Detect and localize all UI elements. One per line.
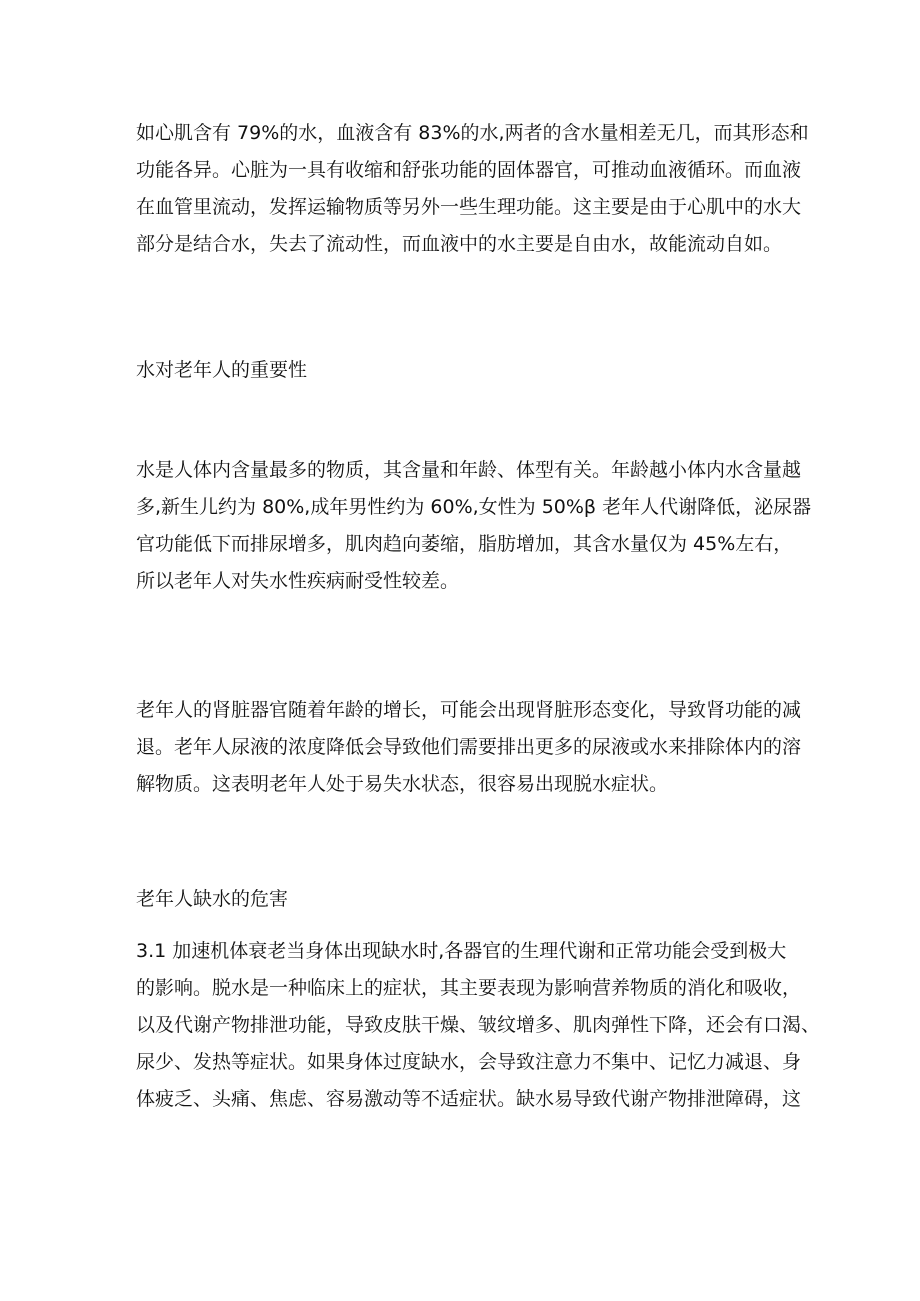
paragraph-line: 部分是结合水，失去了流动性，而血液中的水主要是自由水，故能流动自如。 xyxy=(136,233,783,255)
paragraph-line: 的影响。脱水是一种临床上的症状，其主要表现为影响营养物质的消化和吸收， xyxy=(136,977,802,999)
paragraph-line: 以及代谢产物排泄功能，导致皮肤干燥、皱纹增多、肌肉弹性下降，还会有口渴、 xyxy=(136,1014,821,1036)
paragraph-line: 在血管里流动，发挥运输物质等另外一些生理功能。这主要是由于心肌中的水大 xyxy=(136,196,802,218)
paragraph-line: 3.1 加速机体衰老当身体出现缺水时,各器官的生理代谢和正常功能会受到极大 xyxy=(136,940,787,962)
section-heading: 水对老年人的重要性 xyxy=(136,359,308,381)
paragraph-line: 体疲乏、头痛、焦虑、容易激动等不适症状。缺水易导致代谢产物排泄障碍，这 xyxy=(136,1088,802,1110)
section-heading-importance xyxy=(136,355,796,385)
paragraph-line: 退。老年人尿液的浓度降低会导致他们需要排出更多的尿液或水来排除体内的溶 xyxy=(136,736,802,758)
section-heading: 老年人缺水的危害 xyxy=(136,888,289,910)
paragraph-line: 解物质。这表明老年人处于易失水状态，很容易出现脱水症状。 xyxy=(136,773,669,795)
paragraph-heart-blood-water xyxy=(136,115,809,263)
section-heading-dehydration-harm xyxy=(136,884,796,914)
paragraph-line: 如心肌含有 79%的水，血液含有 83%的水,两者的含水量相差无几，而其形态和 xyxy=(136,122,809,144)
paragraph-line: 功能各异。心脏为一具有收缩和舒张功能的固体器官，可推动血液循环。而血液 xyxy=(136,159,802,181)
paragraph-line: 老年人的肾脏器官随着年龄的增长，可能会出现肾脏形态变化，导致肾功能的减 xyxy=(136,699,802,721)
paragraph-kidney-function xyxy=(136,692,802,803)
paragraph-line: 水是人体内含量最多的物质，其含量和年龄、体型有关。年龄越小体内水含量越 xyxy=(136,459,802,481)
paragraph-line: 尿少、发热等症状。如果身体过度缺水，会导致注意力不集中、记忆力减退、身 xyxy=(136,1051,802,1073)
paragraph-accelerated-aging xyxy=(136,933,821,1118)
paragraph-water-content xyxy=(136,452,812,600)
paragraph-line: 官功能低下而排尿增多，肌肉趋向萎缩，脂肪增加，其含水量仅为 45%左右， xyxy=(136,533,793,555)
paragraph-line: 多,新生儿约为 80%,成年男性约为 60%,女性为 50%β 老年人代谢降低，泌尿器 xyxy=(136,496,812,518)
paragraph-line: 所以老年人对失水性疾病耐受性较差。 xyxy=(136,570,460,592)
